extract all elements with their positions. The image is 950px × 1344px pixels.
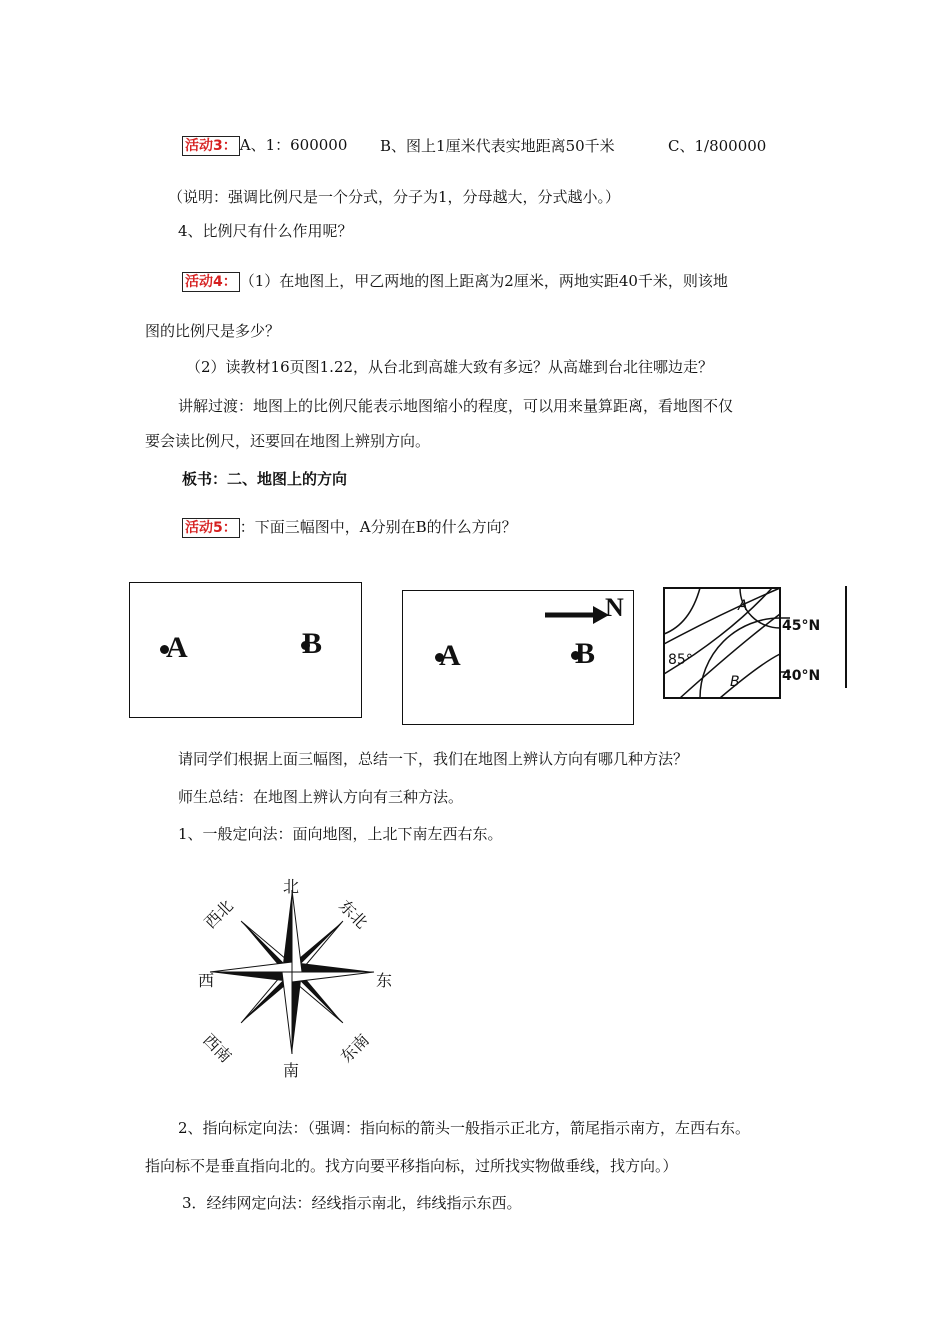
method-3: 3．经纬网定向法：经线指示南北，纬线指示东西。 (182, 1194, 522, 1212)
ask-text: 请同学们根据上面三幅图，总结一下，我们在地图上辨认方向有哪几种方法？ (178, 750, 689, 768)
label-b: B (302, 627, 323, 660)
compass-west: 西 (198, 971, 215, 990)
compass-northeast: 东北 (335, 896, 372, 933)
note-text: （说明：强调比例尺是一个分式，分子为1，分母越大，分式越小。） (168, 188, 621, 206)
graticule-grid (660, 584, 850, 708)
option-b: B、图上1厘米代表实地距离50千米 (380, 137, 615, 155)
label-n: N (605, 593, 624, 622)
latitude-45-label: 45°N (782, 618, 821, 634)
figure-1 (129, 582, 362, 718)
compass-northwest: 西北 (200, 896, 237, 933)
explain-line1: 讲解过渡：地图上的比例尺能表示地图缩小的程度，可以用来量算距离，看地图不仅 (178, 397, 734, 415)
compass-south: 南 (283, 1061, 300, 1080)
method-2-line2: 指向标不是垂直指向北的。找方向要平移指向标，过所找实物做垂线，找方向。） (145, 1157, 678, 1175)
activity3-tag: 活动3： (182, 136, 240, 156)
option-c: C、1/800000 (668, 137, 767, 155)
compass-north: 北 (283, 877, 300, 896)
label-a: A (166, 631, 188, 664)
compass-rose (192, 872, 392, 1082)
activity5-tag: 活动5： (182, 518, 240, 538)
board-heading: 板书：二、地图上的方向 (182, 470, 348, 488)
activity3-line (182, 134, 347, 156)
figure-2 (402, 590, 634, 725)
label-b: B (575, 637, 596, 670)
method-2-line1: 2、指向标定向法：（强调：指向标的箭头一般指示正北方，箭尾指示南方，左西右东。 (178, 1119, 751, 1137)
summary-text: 师生总结：在地图上辨认方向有三种方法。 (178, 788, 464, 806)
activity4-tag: 活动4： (182, 272, 240, 292)
explain-line2: 要会读比例尺，还要回在地图上辨别方向。 (145, 432, 431, 450)
activity5-text: ：下面三幅图中，A分别在B的什么方向？ (239, 518, 517, 536)
question-4: 4、比例尺有什么作用呢？ (178, 222, 353, 240)
item-2: （2）读教材16页图1.22，从台北到高雄大致有多远？从高雄到台北往哪边走？ (186, 358, 714, 376)
activity4-line (182, 270, 728, 292)
label-a: A (439, 639, 461, 672)
latitude-40-label: 40°N (782, 668, 821, 684)
activity4-text-cont: 图的比例尺是多少？ (145, 322, 281, 340)
label-b: B (730, 674, 740, 690)
method-1: 1、一般定向法：面向地图，上北下南左西右东。 (178, 825, 503, 843)
compass-east: 东 (376, 971, 393, 990)
activity5-line (182, 516, 517, 538)
compass-southeast: 东南 (336, 1030, 373, 1067)
option-a: A、1：600000 (239, 136, 348, 154)
figure-3 (660, 584, 850, 708)
label-a: A (738, 598, 748, 614)
longitude-label: 85° (668, 652, 693, 668)
compass-southwest: 西南 (199, 1030, 236, 1067)
activity4-text: （1）在地图上，甲乙两地的图上距离为2厘米，两地实距40千米，则该地 (239, 272, 728, 290)
